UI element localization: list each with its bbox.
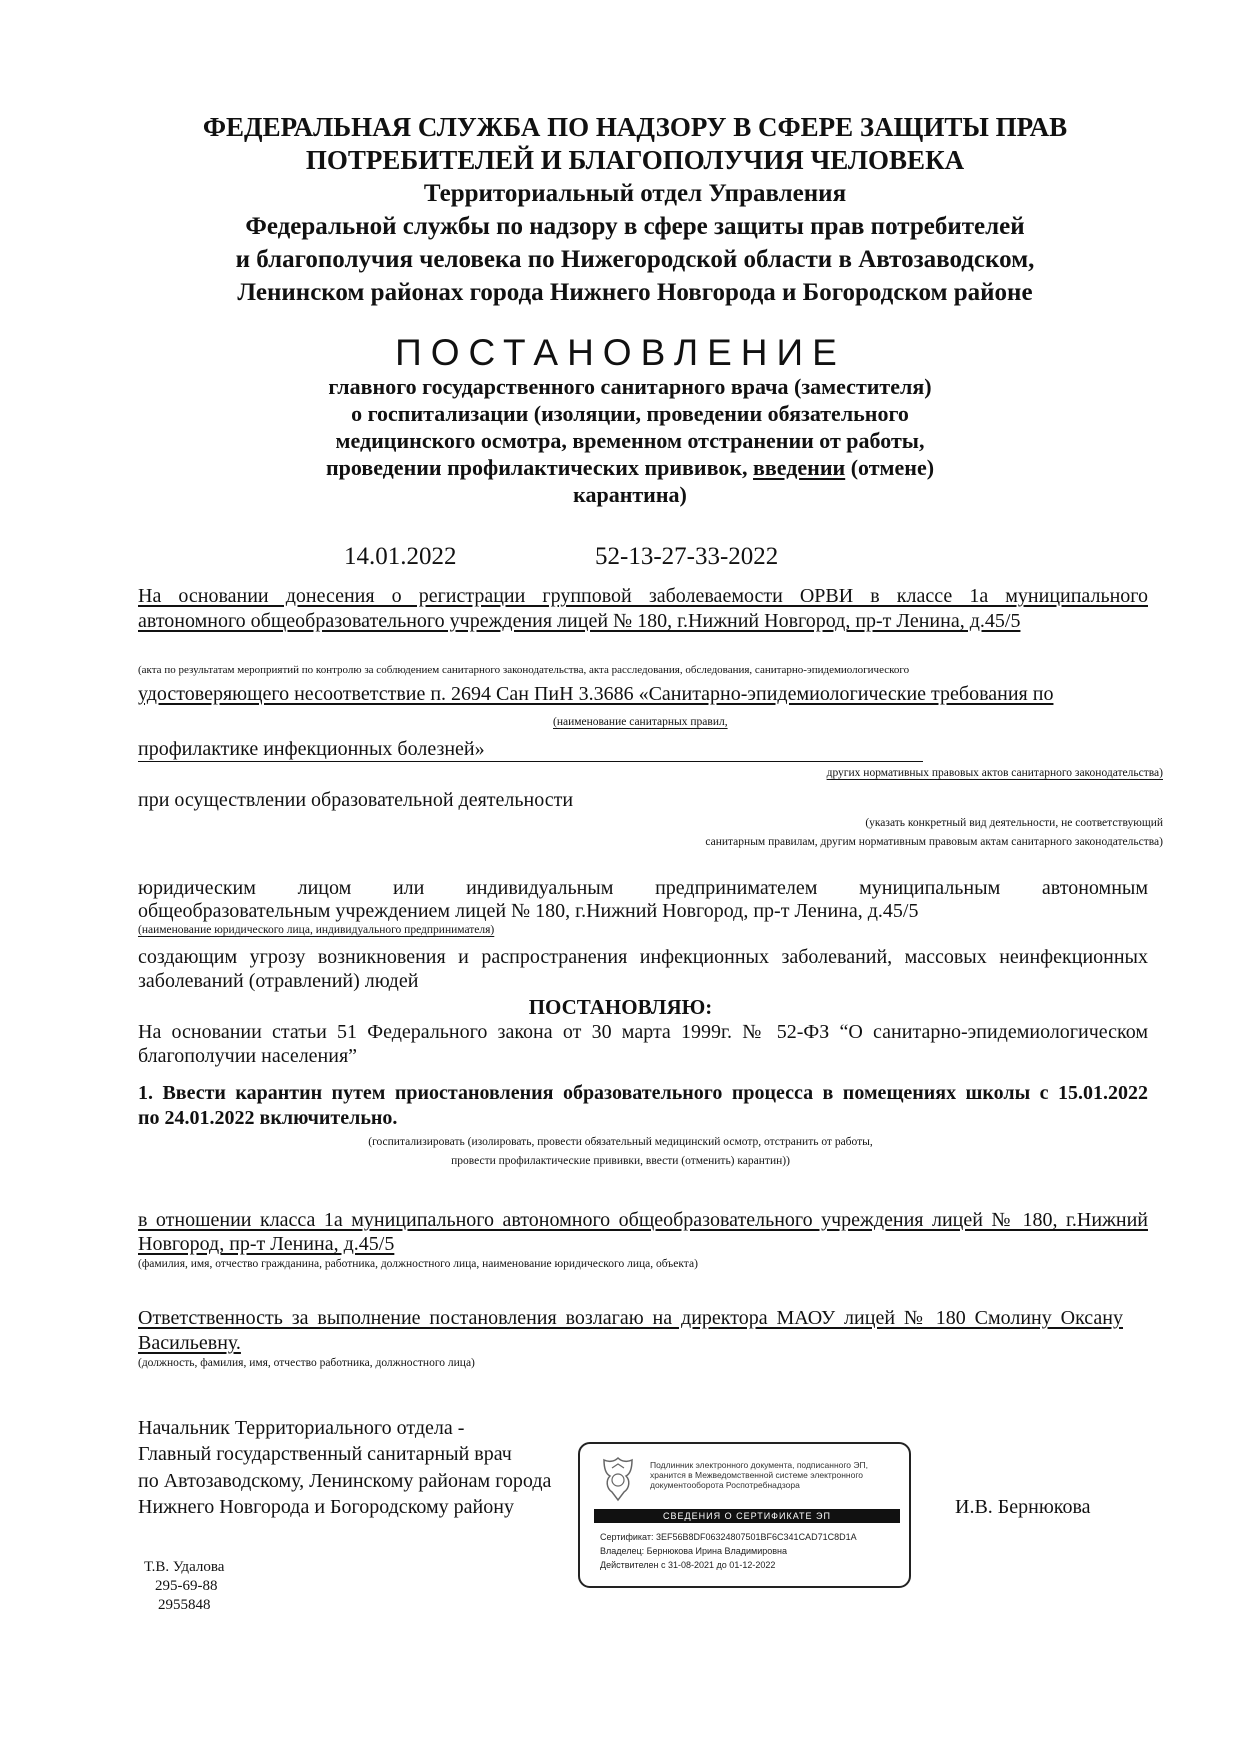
subtitle-line1: главного государственного санитарного врача (заместителя) (328, 374, 932, 399)
target-line2: Новгород, пр-т Ленина, д.45/5 (138, 1233, 395, 1255)
agency-name-line1: ФЕДЕРАЛЬНАЯ СЛУЖБА ПО НАДЗОРУ В СФЕРЕ ЗАЩИТЫ ПРАВ (202, 112, 1068, 142)
basis-note2: (наименование санитарных правил, (553, 716, 728, 728)
subtitle-line4: проведении профилактических прививок, введении (отмене) (325, 455, 935, 480)
target-line1: в отношении класса 1а муниципального автономного общеобразовательного учреждения лицей № 180, г.Нижний (138, 1209, 1148, 1231)
department-line2: Федеральной службы по надзору в сфере защиты прав потребителей (245, 213, 1025, 240)
legal-line1: На основании статьи 51 Федерального закона от 30 марта 1999г. № 52-ФЗ “О санитарно-эпидемиологическом (138, 1021, 1148, 1043)
activity-note1: (указать конкретный вид деятельности, не соответствующий (865, 817, 1163, 829)
basis-note3: других нормативных правовых актов санитарного законодательства) (826, 767, 1163, 779)
executor-phone2: 2955848 (158, 1597, 211, 1613)
decree-heading: ПОСТАНОВЛЯЮ: (528, 995, 713, 1019)
entity-line3: создающим угрозу возникновения и распространения инфекционных заболеваний, массовых неинфекционных (138, 946, 1148, 968)
electronic-signature-stamp (578, 1442, 911, 1588)
legal-line2: благополучии населения” (138, 1045, 358, 1067)
basis-line2: автономного общеобразовательного учреждения лицей № 180, г.Нижний Новгород, пр-т Ленина, д.45/5 (138, 610, 1021, 632)
item1-line1: 1. Ввести карантин путем приостановления образовательного процесса в помещениях школы с 15.01.2022 (138, 1082, 1148, 1104)
basis-line4: профилактике инфекционных болезней» (138, 738, 485, 760)
stamp-text: Подлинник электронного документа, подписанного ЭП, хранится в Межведомственной системе электронного документооборота Роспотребнадзора (650, 1460, 868, 1490)
entity-line2: общеобразовательным учреждением лицей № 180, г.Нижний Новгород, пр-т Ленина, д.45/5 (138, 900, 919, 922)
executor-phone1: 295-69-88 (155, 1578, 218, 1594)
signatory-line2: Главный государственный санитарный врач (138, 1443, 512, 1465)
responsible-note: (должность, фамилия, имя, отчество работника, должностного лица) (138, 1357, 475, 1369)
entity-line1: юридическим лицом или индивидуальным предпринимателем муниципальным автономным (138, 877, 1148, 899)
item1-note2: провести профилактические прививки, ввести (отменить) карантин)) (451, 1155, 790, 1167)
basis-line4-underline (138, 761, 923, 762)
subtitle-line5: карантина) (573, 482, 687, 507)
document-date: 14.01.2022 (344, 543, 457, 570)
subtitle-line2: о госпитализации (изоляции, проведении обязательного (351, 401, 909, 426)
item1-line2: по 24.01.2022 включительно. (138, 1107, 398, 1129)
agency-name-line2: ПОТРЕБИТЕЛЕЙ И БЛАГОПОЛУЧИЯ ЧЕЛОВЕКА (305, 145, 965, 175)
coat-of-arms-icon (596, 1454, 640, 1504)
department-line4: Ленинском районах города Нижнего Новгорода и Богородском районе (237, 279, 1033, 306)
department-line3: и благополучия человека по Нижегородской области в Автозаводском, (235, 246, 1035, 273)
signatory-line3: по Автозаводскому, Ленинскому районам города (138, 1470, 552, 1492)
subtitle-line3: медицинского осмотра, временном отстранении от работы, (335, 428, 925, 453)
entity-note: (наименование юридического лица, индивидуального предпринимателя) (138, 924, 495, 936)
signatory-line4: Нижнего Новгорода и Богородскому району (138, 1496, 514, 1518)
entity-line4: заболеваний (отравлений) людей (138, 970, 419, 992)
target-note: (фамилия, имя, отчество гражданина, работника, должностного лица, наименование юридического лица, объекта) (138, 1258, 698, 1270)
stamp-valid: Действителен с 31-08-2021 до 01-12-2022 (600, 1560, 776, 1570)
basis-line1: На основании донесения о регистрации групповой заболеваемости ОРВИ в классе 1а муниципального (138, 585, 1148, 607)
activity-note2: санитарным правилам, другим нормативным правовым актам санитарного законодательства) (705, 836, 1163, 848)
basis-note: (акта по результатам мероприятий по контролю за соблюдением санитарного законодательства, акта расследования, обследования, санитарно-эпидемиологического (138, 664, 910, 676)
stamp-owner: Владелец: Бернюкова Ирина Владимировна (600, 1546, 787, 1556)
basis-line3: удостоверяющего несоответствие п. 2694 Сан ПиН 3.3686 «Санитарно-эпидемиологические требования по (138, 683, 1054, 705)
responsible-line1: Ответственность за выполнение постановления возлагаю на директора МАОУ лицей № 180 Смолину Оксану (138, 1307, 1123, 1329)
signatory-line1: Начальник Территориального отдела - (138, 1417, 465, 1439)
activity-text: при осуществлении образовательной деятельности (138, 789, 574, 811)
document-title: ПОСТАНОВЛЕНИЕ (395, 332, 846, 373)
responsible-line2: Васильевну. (138, 1332, 241, 1354)
item1-note1: (госпитализировать (изолировать, провести обязательный медицинский осмотр, отстранить от работы, (368, 1136, 873, 1148)
stamp-certificate-bar: СВЕДЕНИЯ О СЕРТИФИКАТЕ ЭП (594, 1509, 900, 1523)
department-line1: Территориальный отдел Управления (423, 180, 847, 207)
stamp-certificate: Сертификат: 3EF56B8DF06324807501BF6C341CAD71C8D1A (600, 1532, 857, 1542)
document-number: 52-13-27-33-2022 (595, 543, 779, 570)
signatory-name: И.В. Бернюкова (955, 1496, 1091, 1518)
executor-name: Т.В. Удалова (144, 1559, 225, 1575)
